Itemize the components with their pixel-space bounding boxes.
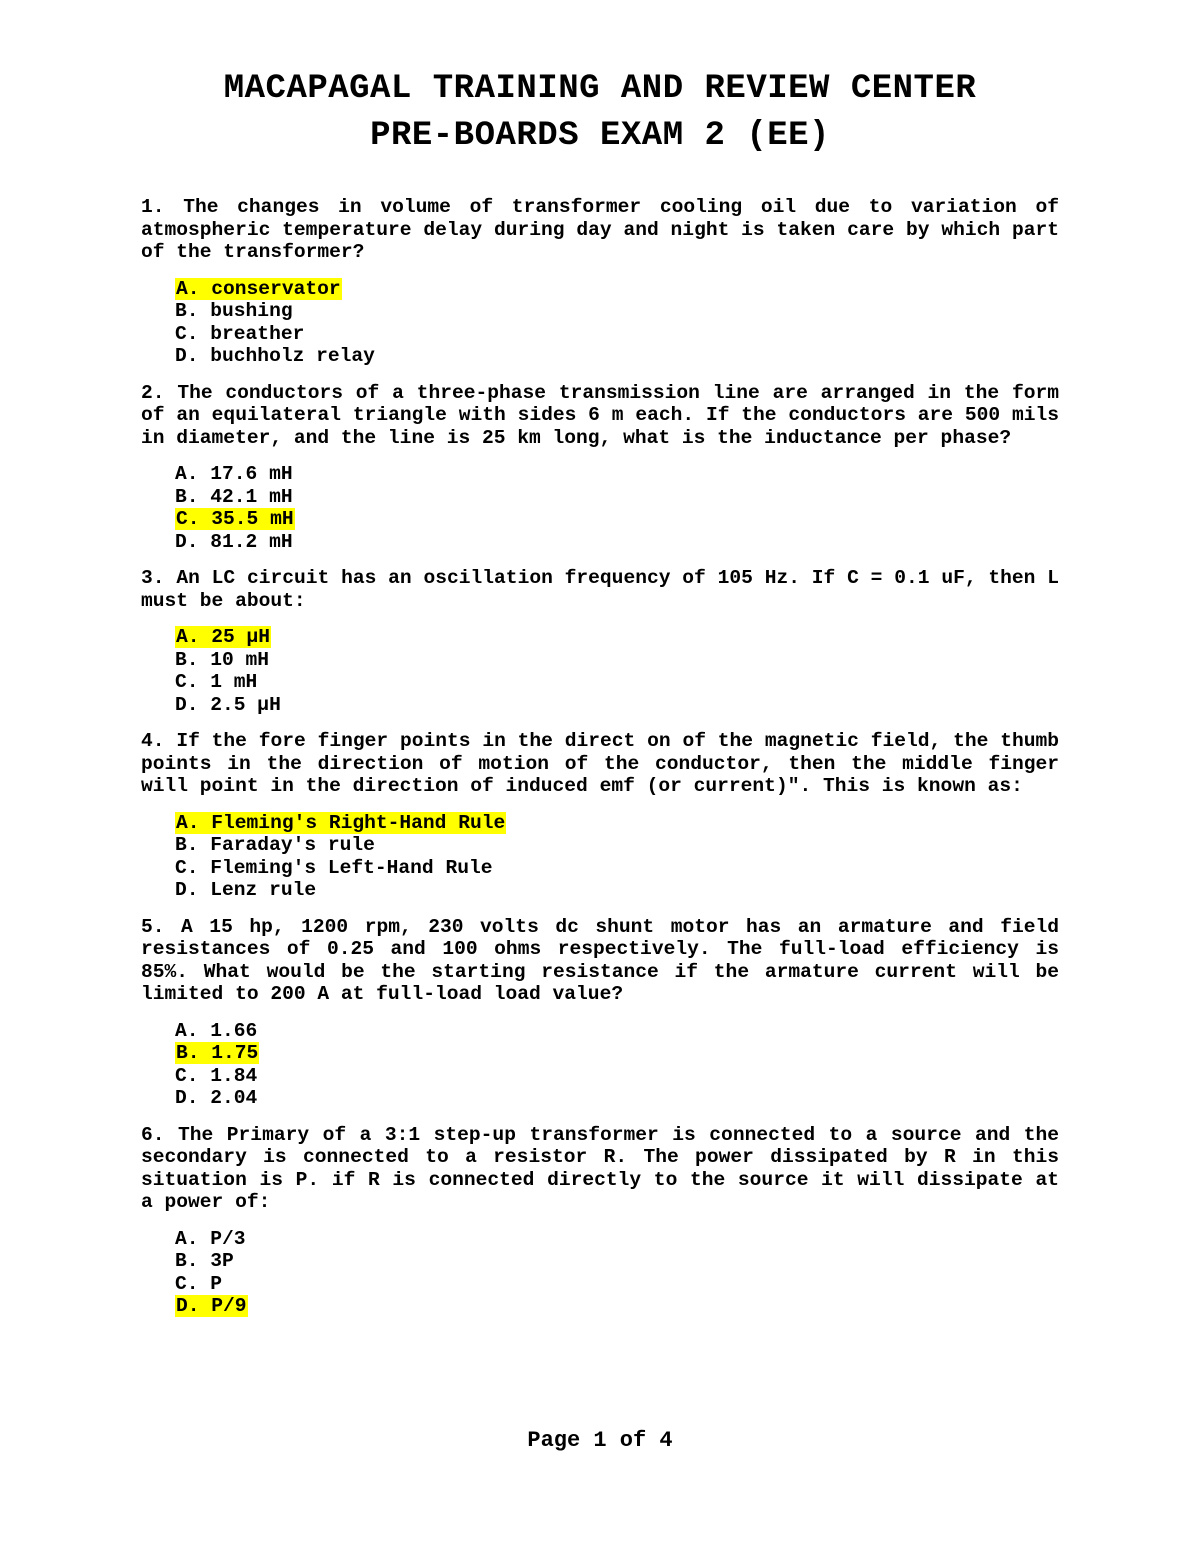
choice-item-correct: [175, 812, 1059, 835]
choice-text: A. P/3: [175, 1227, 246, 1250]
question-stem: 3. An LC circuit has an oscillation frequency of 105 Hz. If C = 0.1 uF, then L must be about:: [141, 567, 1059, 612]
choice-item: [175, 486, 1059, 509]
choice-text: C. 1 mH: [175, 671, 258, 693]
center-title: MACAPAGAL TRAINING AND REVIEW CENTER: [223, 70, 977, 108]
choice-text: C. Fleming's Left-Hand Rule: [175, 856, 493, 879]
choice-list: [175, 463, 1059, 553]
highlighted-answer: D. P/9: [176, 1295, 247, 1317]
choice-item-correct: [175, 1295, 1059, 1318]
question-5: [141, 916, 1059, 1110]
question-stem: 6. The Primary of a 3:1 step-up transformer is connected to a source and the secondary is connected to a resistor R. The power dissipated by R in this situation is P. if R is connected directly to the source it will dissipate at a power of:: [141, 1123, 1059, 1213]
page-number: Page 1 of 4: [527, 1428, 673, 1453]
choice-text: C. P: [175, 1272, 223, 1295]
question-3: [141, 567, 1059, 716]
choice-text: D. 2.5 µH: [175, 693, 281, 716]
question-list: [141, 196, 1059, 1332]
choice-list: [175, 1228, 1059, 1318]
choice-item: [175, 463, 1059, 486]
choice-item: [175, 671, 1059, 694]
question-stem: 5. A 15 hp, 1200 rpm, 230 volts dc shunt motor has an armature and field resistances of 0.25 and 100 ohms respectively. The full-load efficiency is 85%. What would be the starting resistance if the armature current will be limited to 200 A at full-load load value?: [141, 915, 1059, 1005]
choice-item: [175, 1273, 1059, 1296]
choice-text: C. breather: [175, 322, 305, 345]
highlighted-answer: A. conservator: [176, 277, 341, 300]
choice-item: [175, 834, 1059, 857]
question-2: [141, 382, 1059, 554]
exam-title: PRE-BOARDS EXAM 2 (EE): [370, 117, 830, 155]
choice-item-correct: [175, 278, 1059, 301]
choice-list: [175, 626, 1059, 716]
highlighted-answer: A. Fleming's Right-Hand Rule: [176, 811, 506, 834]
choice-text: C. 1.84: [175, 1064, 258, 1087]
choice-item: [175, 531, 1059, 554]
choice-item: [175, 694, 1059, 717]
choice-text: B. bushing: [175, 300, 293, 322]
question-stem: 4. If the fore finger points in the direct on of the magnetic field, the thumb points in the direction of motion of the conductor, then the middle finger will point in the direction of induced emf (or current)". This is known as:: [141, 730, 1059, 797]
choice-text: A. 1.66: [175, 1019, 258, 1042]
question-stem: 1. The changes in volume of transformer cooling oil due to variation of atmospheric temperature delay during day and night is taken care by which part of the transformer?: [141, 196, 1059, 263]
choice-item: [175, 1087, 1059, 1110]
choice-item: [175, 1250, 1059, 1273]
choice-item: [175, 879, 1059, 902]
choice-text: D. buchholz relay: [175, 345, 375, 367]
highlighted-answer: C. 35.5 mH: [176, 508, 294, 530]
highlighted-answer: A. 25 µH: [176, 626, 271, 648]
question-stem: 2. The conductors of a three-phase transmission line are arranged in the form of an equilateral triangle with sides 6 m each. If the conductors are 500 mils in diameter, and the line is 25 km long, what is the inductance per phase?: [141, 381, 1059, 449]
choice-item: [175, 1228, 1059, 1251]
choice-list: [175, 1020, 1059, 1110]
choice-text: D. Lenz rule: [175, 879, 317, 901]
choice-item-correct: [175, 626, 1059, 649]
question-6: [141, 1124, 1059, 1318]
choice-item-correct: [175, 1042, 1059, 1065]
choice-item: [175, 300, 1059, 323]
highlighted-answer: B. 1.75: [176, 1042, 259, 1064]
choice-item-correct: [175, 508, 1059, 531]
choice-text: A. 17.6 mH: [175, 463, 293, 485]
choice-text: D. 81.2 mH: [175, 530, 293, 553]
choice-item: [175, 345, 1059, 368]
choice-item: [175, 1020, 1059, 1043]
choice-text: B. Faraday's rule: [175, 834, 375, 856]
choice-item: [175, 1065, 1059, 1088]
choice-text: B. 10 mH: [175, 648, 270, 671]
choice-list: [175, 278, 1059, 368]
choice-item: [175, 323, 1059, 346]
choice-list: [175, 812, 1059, 902]
choice-text: B. 42.1 mH: [175, 485, 293, 508]
choice-text: D. 2.04: [175, 1087, 258, 1109]
question-4: [141, 730, 1059, 902]
choice-item: [175, 857, 1059, 880]
question-1: [141, 196, 1059, 368]
choice-item: [175, 649, 1059, 672]
choice-text: B. 3P: [175, 1250, 234, 1272]
